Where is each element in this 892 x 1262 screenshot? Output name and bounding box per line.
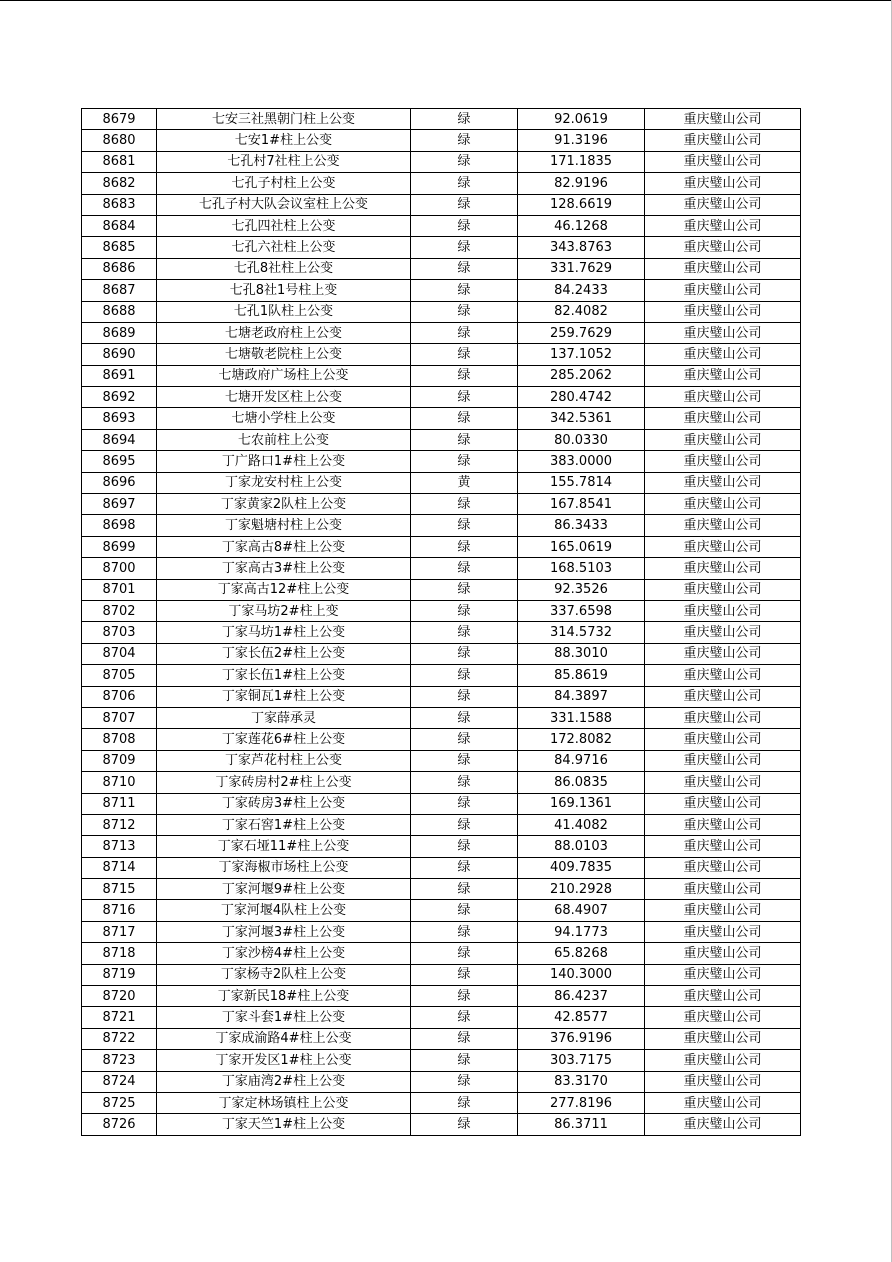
row-number-cell: 8718 bbox=[82, 943, 157, 964]
value-cell: 65.8268 bbox=[518, 943, 645, 964]
company-cell: 重庆璧山公司 bbox=[645, 921, 801, 942]
row-number-cell: 8683 bbox=[82, 194, 157, 215]
station-name-cell: 丁家庙湾2#柱上公变 bbox=[157, 1071, 411, 1092]
value-cell: 331.7629 bbox=[518, 258, 645, 279]
table-row bbox=[82, 686, 801, 707]
station-name-cell: 丁家石窖1#柱上公变 bbox=[157, 814, 411, 835]
status-grade-cell: 绿 bbox=[411, 707, 518, 728]
company-cell: 重庆璧山公司 bbox=[645, 451, 801, 472]
station-name-cell: 丁家沙榜4#柱上公变 bbox=[157, 943, 411, 964]
status-grade-cell: 绿 bbox=[411, 943, 518, 964]
station-name-cell: 丁家天竺1#柱上公变 bbox=[157, 1114, 411, 1135]
table-row bbox=[82, 408, 801, 429]
table-row bbox=[82, 151, 801, 172]
status-grade-cell: 绿 bbox=[411, 665, 518, 686]
transformer-table bbox=[81, 108, 801, 1136]
status-grade-cell: 绿 bbox=[411, 151, 518, 172]
status-grade-cell: 绿 bbox=[411, 622, 518, 643]
status-grade-cell: 绿 bbox=[411, 750, 518, 771]
row-number-cell: 8704 bbox=[82, 643, 157, 664]
table-row bbox=[82, 301, 801, 322]
table-row bbox=[82, 515, 801, 536]
row-number-cell: 8692 bbox=[82, 387, 157, 408]
table-row bbox=[82, 665, 801, 686]
row-number-cell: 8710 bbox=[82, 772, 157, 793]
table-row bbox=[82, 344, 801, 365]
status-grade-cell: 绿 bbox=[411, 194, 518, 215]
status-grade-cell: 绿 bbox=[411, 900, 518, 921]
status-grade-cell: 黄 bbox=[411, 472, 518, 493]
table-row bbox=[82, 707, 801, 728]
status-grade-cell: 绿 bbox=[411, 173, 518, 194]
value-cell: 343.8763 bbox=[518, 237, 645, 258]
company-cell: 重庆璧山公司 bbox=[645, 151, 801, 172]
status-grade-cell: 绿 bbox=[411, 1114, 518, 1135]
company-cell: 重庆璧山公司 bbox=[645, 857, 801, 878]
station-name-cell: 丁家铜瓦1#柱上公变 bbox=[157, 686, 411, 707]
table-row bbox=[82, 451, 801, 472]
value-cell: 167.8541 bbox=[518, 494, 645, 515]
value-cell: 86.3433 bbox=[518, 515, 645, 536]
company-cell: 重庆璧山公司 bbox=[645, 814, 801, 835]
row-number-cell: 8726 bbox=[82, 1114, 157, 1135]
station-name-cell: 七塘政府广场柱上公变 bbox=[157, 365, 411, 386]
company-cell: 重庆璧山公司 bbox=[645, 643, 801, 664]
company-cell: 重庆璧山公司 bbox=[645, 237, 801, 258]
value-cell: 171.1835 bbox=[518, 151, 645, 172]
table-row bbox=[82, 215, 801, 236]
company-cell: 重庆璧山公司 bbox=[645, 429, 801, 450]
row-number-cell: 8698 bbox=[82, 515, 157, 536]
status-grade-cell: 绿 bbox=[411, 793, 518, 814]
value-cell: 82.9196 bbox=[518, 173, 645, 194]
company-cell: 重庆璧山公司 bbox=[645, 130, 801, 151]
table-row bbox=[82, 857, 801, 878]
table-row bbox=[82, 814, 801, 835]
status-grade-cell: 绿 bbox=[411, 729, 518, 750]
status-grade-cell: 绿 bbox=[411, 1092, 518, 1113]
company-cell: 重庆璧山公司 bbox=[645, 280, 801, 301]
row-number-cell: 8697 bbox=[82, 494, 157, 515]
table-row bbox=[82, 472, 801, 493]
value-cell: 41.4082 bbox=[518, 814, 645, 835]
row-number-cell: 8703 bbox=[82, 622, 157, 643]
table-row bbox=[82, 900, 801, 921]
row-number-cell: 8722 bbox=[82, 1028, 157, 1049]
status-grade-cell: 绿 bbox=[411, 986, 518, 1007]
value-cell: 277.8196 bbox=[518, 1092, 645, 1113]
row-number-cell: 8719 bbox=[82, 964, 157, 985]
row-number-cell: 8701 bbox=[82, 579, 157, 600]
row-number-cell: 8685 bbox=[82, 237, 157, 258]
table-row bbox=[82, 793, 801, 814]
row-number-cell: 8707 bbox=[82, 707, 157, 728]
status-grade-cell: 绿 bbox=[411, 215, 518, 236]
value-cell: 86.0835 bbox=[518, 772, 645, 793]
table-row bbox=[82, 1050, 801, 1071]
status-grade-cell: 绿 bbox=[411, 536, 518, 557]
station-name-cell: 七孔子村柱上公变 bbox=[157, 173, 411, 194]
status-grade-cell: 绿 bbox=[411, 237, 518, 258]
row-number-cell: 8684 bbox=[82, 215, 157, 236]
table-row bbox=[82, 772, 801, 793]
table-row bbox=[82, 986, 801, 1007]
company-cell: 重庆璧山公司 bbox=[645, 665, 801, 686]
company-cell: 重庆璧山公司 bbox=[645, 194, 801, 215]
company-cell: 重庆璧山公司 bbox=[645, 729, 801, 750]
table-row bbox=[82, 237, 801, 258]
station-name-cell: 丁家龙安村柱上公变 bbox=[157, 472, 411, 493]
status-grade-cell: 绿 bbox=[411, 558, 518, 579]
company-cell: 重庆璧山公司 bbox=[645, 1114, 801, 1135]
table-row bbox=[82, 365, 801, 386]
station-name-cell: 七安1#柱上公变 bbox=[157, 130, 411, 151]
table-row bbox=[82, 622, 801, 643]
row-number-cell: 8716 bbox=[82, 900, 157, 921]
station-name-cell: 七孔8社柱上公变 bbox=[157, 258, 411, 279]
value-cell: 91.3196 bbox=[518, 130, 645, 151]
value-cell: 155.7814 bbox=[518, 472, 645, 493]
table-row bbox=[82, 600, 801, 621]
row-number-cell: 8691 bbox=[82, 365, 157, 386]
station-name-cell: 七塘敬老院柱上公变 bbox=[157, 344, 411, 365]
company-cell: 重庆璧山公司 bbox=[645, 494, 801, 515]
table-row bbox=[82, 921, 801, 942]
table-row bbox=[82, 280, 801, 301]
status-grade-cell: 绿 bbox=[411, 322, 518, 343]
status-grade-cell: 绿 bbox=[411, 280, 518, 301]
row-number-cell: 8724 bbox=[82, 1071, 157, 1092]
value-cell: 259.7629 bbox=[518, 322, 645, 343]
station-name-cell: 丁家斗套1#柱上公变 bbox=[157, 1007, 411, 1028]
table-row bbox=[82, 536, 801, 557]
row-number-cell: 8706 bbox=[82, 686, 157, 707]
value-cell: 92.0619 bbox=[518, 109, 645, 130]
table-row bbox=[82, 130, 801, 151]
status-grade-cell: 绿 bbox=[411, 408, 518, 429]
station-name-cell: 七孔六社柱上公变 bbox=[157, 237, 411, 258]
value-cell: 83.3170 bbox=[518, 1071, 645, 1092]
company-cell: 重庆璧山公司 bbox=[645, 579, 801, 600]
value-cell: 85.8619 bbox=[518, 665, 645, 686]
value-cell: 68.4907 bbox=[518, 900, 645, 921]
row-number-cell: 8721 bbox=[82, 1007, 157, 1028]
table-row bbox=[82, 643, 801, 664]
station-name-cell: 丁家马坊2#柱上变 bbox=[157, 600, 411, 621]
station-name-cell: 丁家定林场镇柱上公变 bbox=[157, 1092, 411, 1113]
status-grade-cell: 绿 bbox=[411, 964, 518, 985]
table-row bbox=[82, 879, 801, 900]
company-cell: 重庆璧山公司 bbox=[645, 109, 801, 130]
station-name-cell: 丁家河堰3#柱上公变 bbox=[157, 921, 411, 942]
row-number-cell: 8712 bbox=[82, 814, 157, 835]
status-grade-cell: 绿 bbox=[411, 109, 518, 130]
table-row bbox=[82, 258, 801, 279]
station-name-cell: 七农前柱上公变 bbox=[157, 429, 411, 450]
table-row bbox=[82, 173, 801, 194]
value-cell: 169.1361 bbox=[518, 793, 645, 814]
station-name-cell: 丁家河堰4队柱上公变 bbox=[157, 900, 411, 921]
table-row bbox=[82, 494, 801, 515]
company-cell: 重庆璧山公司 bbox=[645, 387, 801, 408]
station-name-cell: 丁家新民18#柱上公变 bbox=[157, 986, 411, 1007]
station-name-cell: 七孔四社柱上公变 bbox=[157, 215, 411, 236]
status-grade-cell: 绿 bbox=[411, 451, 518, 472]
row-number-cell: 8700 bbox=[82, 558, 157, 579]
company-cell: 重庆璧山公司 bbox=[645, 301, 801, 322]
station-name-cell: 七塘开发区柱上公变 bbox=[157, 387, 411, 408]
status-grade-cell: 绿 bbox=[411, 1007, 518, 1028]
station-name-cell: 丁家石垭11#柱上公变 bbox=[157, 836, 411, 857]
station-name-cell: 七安三社黑朝门柱上公变 bbox=[157, 109, 411, 130]
table-row bbox=[82, 194, 801, 215]
company-cell: 重庆璧山公司 bbox=[645, 536, 801, 557]
company-cell: 重庆璧山公司 bbox=[645, 986, 801, 1007]
company-cell: 重庆璧山公司 bbox=[645, 365, 801, 386]
table-row bbox=[82, 964, 801, 985]
value-cell: 86.3711 bbox=[518, 1114, 645, 1135]
value-cell: 285.2062 bbox=[518, 365, 645, 386]
value-cell: 165.0619 bbox=[518, 536, 645, 557]
company-cell: 重庆璧山公司 bbox=[645, 686, 801, 707]
status-grade-cell: 绿 bbox=[411, 600, 518, 621]
company-cell: 重庆璧山公司 bbox=[645, 408, 801, 429]
status-grade-cell: 绿 bbox=[411, 494, 518, 515]
row-number-cell: 8695 bbox=[82, 451, 157, 472]
station-name-cell: 七孔村7社柱上公变 bbox=[157, 151, 411, 172]
station-name-cell: 丁家海椒市场柱上公变 bbox=[157, 857, 411, 878]
table-row bbox=[82, 109, 801, 130]
station-name-cell: 丁家长伍2#柱上公变 bbox=[157, 643, 411, 664]
row-number-cell: 8699 bbox=[82, 536, 157, 557]
value-cell: 137.1052 bbox=[518, 344, 645, 365]
table-row bbox=[82, 429, 801, 450]
station-name-cell: 丁家杨寺2队柱上公变 bbox=[157, 964, 411, 985]
company-cell: 重庆璧山公司 bbox=[645, 1007, 801, 1028]
company-cell: 重庆璧山公司 bbox=[645, 793, 801, 814]
status-grade-cell: 绿 bbox=[411, 879, 518, 900]
row-number-cell: 8714 bbox=[82, 857, 157, 878]
table-row bbox=[82, 387, 801, 408]
table-row bbox=[82, 729, 801, 750]
station-name-cell: 丁家魁塘村柱上公变 bbox=[157, 515, 411, 536]
value-cell: 409.7835 bbox=[518, 857, 645, 878]
row-number-cell: 8682 bbox=[82, 173, 157, 194]
row-number-cell: 8694 bbox=[82, 429, 157, 450]
company-cell: 重庆璧山公司 bbox=[645, 472, 801, 493]
value-cell: 84.9716 bbox=[518, 750, 645, 771]
station-name-cell: 丁家开发区1#柱上公变 bbox=[157, 1050, 411, 1071]
row-number-cell: 8688 bbox=[82, 301, 157, 322]
table-row bbox=[82, 1007, 801, 1028]
value-cell: 88.0103 bbox=[518, 836, 645, 857]
row-number-cell: 8717 bbox=[82, 921, 157, 942]
status-grade-cell: 绿 bbox=[411, 387, 518, 408]
value-cell: 342.5361 bbox=[518, 408, 645, 429]
row-number-cell: 8708 bbox=[82, 729, 157, 750]
company-cell: 重庆璧山公司 bbox=[645, 1028, 801, 1049]
value-cell: 331.1588 bbox=[518, 707, 645, 728]
status-grade-cell: 绿 bbox=[411, 301, 518, 322]
page-top-border bbox=[0, 0, 892, 1]
company-cell: 重庆璧山公司 bbox=[645, 322, 801, 343]
status-grade-cell: 绿 bbox=[411, 365, 518, 386]
company-cell: 重庆璧山公司 bbox=[645, 707, 801, 728]
table-row bbox=[82, 322, 801, 343]
row-number-cell: 8713 bbox=[82, 836, 157, 857]
station-name-cell: 七孔8社1号柱上变 bbox=[157, 280, 411, 301]
row-number-cell: 8702 bbox=[82, 600, 157, 621]
status-grade-cell: 绿 bbox=[411, 921, 518, 942]
station-name-cell: 丁家黄家2队柱上公变 bbox=[157, 494, 411, 515]
company-cell: 重庆璧山公司 bbox=[645, 1092, 801, 1113]
table-row bbox=[82, 943, 801, 964]
table-body bbox=[82, 109, 801, 1136]
value-cell: 84.3897 bbox=[518, 686, 645, 707]
row-number-cell: 8687 bbox=[82, 280, 157, 301]
station-name-cell: 丁家芦花村柱上公变 bbox=[157, 750, 411, 771]
row-number-cell: 8723 bbox=[82, 1050, 157, 1071]
company-cell: 重庆璧山公司 bbox=[645, 515, 801, 536]
value-cell: 42.8577 bbox=[518, 1007, 645, 1028]
status-grade-cell: 绿 bbox=[411, 814, 518, 835]
station-name-cell: 七塘小学柱上公变 bbox=[157, 408, 411, 429]
table-row bbox=[82, 1028, 801, 1049]
status-grade-cell: 绿 bbox=[411, 429, 518, 450]
status-grade-cell: 绿 bbox=[411, 1071, 518, 1092]
value-cell: 303.7175 bbox=[518, 1050, 645, 1071]
company-cell: 重庆璧山公司 bbox=[645, 215, 801, 236]
station-name-cell: 七塘老政府柱上公变 bbox=[157, 322, 411, 343]
company-cell: 重庆璧山公司 bbox=[645, 1071, 801, 1092]
station-name-cell: 丁家马坊1#柱上公变 bbox=[157, 622, 411, 643]
company-cell: 重庆璧山公司 bbox=[645, 879, 801, 900]
row-number-cell: 8705 bbox=[82, 665, 157, 686]
value-cell: 84.2433 bbox=[518, 280, 645, 301]
table-row bbox=[82, 750, 801, 771]
status-grade-cell: 绿 bbox=[411, 344, 518, 365]
company-cell: 重庆璧山公司 bbox=[645, 600, 801, 621]
company-cell: 重庆璧山公司 bbox=[645, 558, 801, 579]
station-name-cell: 丁家砖房3#柱上公变 bbox=[157, 793, 411, 814]
row-number-cell: 8715 bbox=[82, 879, 157, 900]
value-cell: 80.0330 bbox=[518, 429, 645, 450]
value-cell: 46.1268 bbox=[518, 215, 645, 236]
company-cell: 重庆璧山公司 bbox=[645, 344, 801, 365]
value-cell: 128.6619 bbox=[518, 194, 645, 215]
status-grade-cell: 绿 bbox=[411, 772, 518, 793]
value-cell: 376.9196 bbox=[518, 1028, 645, 1049]
row-number-cell: 8686 bbox=[82, 258, 157, 279]
table-row bbox=[82, 1114, 801, 1135]
station-name-cell: 丁家莲花6#柱上公变 bbox=[157, 729, 411, 750]
station-name-cell: 丁家高古12#柱上公变 bbox=[157, 579, 411, 600]
row-number-cell: 8696 bbox=[82, 472, 157, 493]
row-number-cell: 8709 bbox=[82, 750, 157, 771]
value-cell: 82.4082 bbox=[518, 301, 645, 322]
value-cell: 168.5103 bbox=[518, 558, 645, 579]
value-cell: 92.3526 bbox=[518, 579, 645, 600]
company-cell: 重庆璧山公司 bbox=[645, 900, 801, 921]
row-number-cell: 8680 bbox=[82, 130, 157, 151]
row-number-cell: 8725 bbox=[82, 1092, 157, 1113]
table-row bbox=[82, 1071, 801, 1092]
status-grade-cell: 绿 bbox=[411, 258, 518, 279]
status-grade-cell: 绿 bbox=[411, 643, 518, 664]
status-grade-cell: 绿 bbox=[411, 686, 518, 707]
status-grade-cell: 绿 bbox=[411, 1050, 518, 1071]
value-cell: 140.3000 bbox=[518, 964, 645, 985]
company-cell: 重庆璧山公司 bbox=[645, 1050, 801, 1071]
row-number-cell: 8711 bbox=[82, 793, 157, 814]
station-name-cell: 丁家高古3#柱上公变 bbox=[157, 558, 411, 579]
row-number-cell: 8689 bbox=[82, 322, 157, 343]
row-number-cell: 8693 bbox=[82, 408, 157, 429]
value-cell: 86.4237 bbox=[518, 986, 645, 1007]
station-name-cell: 丁家砖房村2#柱上公变 bbox=[157, 772, 411, 793]
company-cell: 重庆璧山公司 bbox=[645, 772, 801, 793]
station-name-cell: 丁家成渝路4#柱上公变 bbox=[157, 1028, 411, 1049]
value-cell: 88.3010 bbox=[518, 643, 645, 664]
row-number-cell: 8720 bbox=[82, 986, 157, 1007]
status-grade-cell: 绿 bbox=[411, 836, 518, 857]
station-name-cell: 丁家高古8#柱上公变 bbox=[157, 536, 411, 557]
company-cell: 重庆璧山公司 bbox=[645, 173, 801, 194]
value-cell: 383.0000 bbox=[518, 451, 645, 472]
table-row bbox=[82, 558, 801, 579]
station-name-cell: 丁家薛承灵 bbox=[157, 707, 411, 728]
status-grade-cell: 绿 bbox=[411, 515, 518, 536]
row-number-cell: 8681 bbox=[82, 151, 157, 172]
station-name-cell: 丁广路口1#柱上公变 bbox=[157, 451, 411, 472]
status-grade-cell: 绿 bbox=[411, 579, 518, 600]
value-cell: 314.5732 bbox=[518, 622, 645, 643]
station-name-cell: 丁家河堰9#柱上公变 bbox=[157, 879, 411, 900]
value-cell: 210.2928 bbox=[518, 879, 645, 900]
status-grade-cell: 绿 bbox=[411, 857, 518, 878]
company-cell: 重庆璧山公司 bbox=[645, 750, 801, 771]
company-cell: 重庆璧山公司 bbox=[645, 836, 801, 857]
company-cell: 重庆璧山公司 bbox=[645, 964, 801, 985]
table-row bbox=[82, 1092, 801, 1113]
company-cell: 重庆璧山公司 bbox=[645, 622, 801, 643]
station-name-cell: 丁家长伍1#柱上公变 bbox=[157, 665, 411, 686]
company-cell: 重庆璧山公司 bbox=[645, 943, 801, 964]
value-cell: 94.1773 bbox=[518, 921, 645, 942]
table-row bbox=[82, 836, 801, 857]
station-name-cell: 七孔1队柱上公变 bbox=[157, 301, 411, 322]
value-cell: 172.8082 bbox=[518, 729, 645, 750]
row-number-cell: 8690 bbox=[82, 344, 157, 365]
status-grade-cell: 绿 bbox=[411, 130, 518, 151]
row-number-cell: 8679 bbox=[82, 109, 157, 130]
table-row bbox=[82, 579, 801, 600]
value-cell: 337.6598 bbox=[518, 600, 645, 621]
status-grade-cell: 绿 bbox=[411, 1028, 518, 1049]
station-name-cell: 七孔子村大队会议室柱上公变 bbox=[157, 194, 411, 215]
company-cell: 重庆璧山公司 bbox=[645, 258, 801, 279]
value-cell: 280.4742 bbox=[518, 387, 645, 408]
